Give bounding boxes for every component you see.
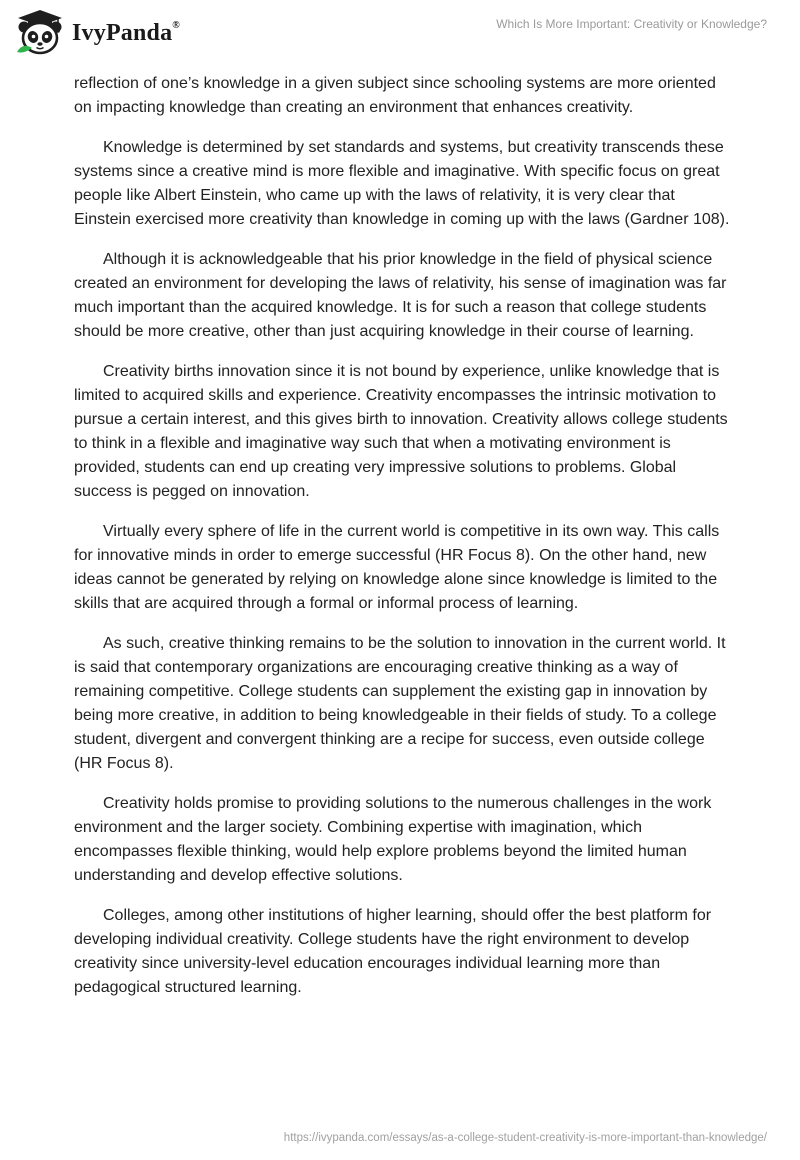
- paragraph: Creativity holds promise to providing solutions to the numerous challenges in the work environment and the larger society. Combining expertise with imagination, which encompasses flexible thinking, would help explore problems beyond the limited human understanding and develop effective solutions.: [74, 795, 712, 884]
- paragraph: Virtually every sphere of life in the current world is competitive in its own way. This calls for innovative minds in order to emerge successful (HR Focus 8). On the other hand, new ideas cannot be generated by relying on knowledge alone since knowledge is limited to the skills that are acquired through a formal or informal process of learning.: [74, 523, 720, 612]
- essay-body: [74, 72, 734, 1016]
- paragraph: Creativity births innovation since it is not bound by experience, unlike knowledge that is limited to acquired skills and experience. Creativity encompasses the intrinsic motivation to pursue a certain interest, and this gives birth to innovation. Creativity allows college students to think in a flexible and imaginative way such that when a motivating environment is provided, students can end up creating very impressive solutions to problems. Global success is pegged on innovation.: [74, 363, 728, 500]
- paragraph: Knowledge is determined by set standards and systems, but creativity transcends these systems since a creative mind is more flexible and imaginative. With specific focus on great people like Albert Einstein, who came up with the laws of relativity, it is very clear that Einstein exercised more creativity than knowledge in coming up with the laws (Gardner 108).: [74, 139, 730, 228]
- paragraph: Although it is acknowledgeable that his prior knowledge in the field of physical science created an environment for developing the laws of relativity, his sense of imagination was far much important than the acquired knowledge. It is for such a reason that college students should be more creative, other than just acquiring knowledge in their course of learning.: [74, 251, 727, 340]
- document-title: Which Is More Important: Creativity or Knowledge?: [496, 17, 767, 31]
- brand-name: IvyPanda®: [72, 19, 180, 46]
- page-header: [0, 0, 800, 60]
- paragraph: Colleges, among other institutions of higher learning, should offer the best platform for developing individual creativity. College students have the right environment to develop creativity since university-level education encourages individual learning more than pedagogical structured learning.: [74, 907, 712, 996]
- paragraph: As such, creative thinking remains to be the solution to innovation in the current world. It is said that contemporary organizations are encouraging creative thinking as a way of remaining competitive. College students can supplement the existing gap in innovation by being more creative, in addition to being knowledgeable in their fields of study. To a college student, divergent and convergent thinking are a recipe for success, even outside college (HR Focus 8).: [74, 635, 726, 772]
- paragraph: reflection of one’s knowledge in a given subject since schooling systems are more oriented on impacting knowledge than creating an environment that enhances creativity.: [74, 75, 716, 116]
- brand-logo[interactable]: [14, 8, 180, 56]
- source-url[interactable]: https://ivypanda.com/essays/as-a-college-student-creativity-is-more-important-than-knowledge/: [283, 1132, 767, 1144]
- panda-graduate-icon: [14, 8, 66, 56]
